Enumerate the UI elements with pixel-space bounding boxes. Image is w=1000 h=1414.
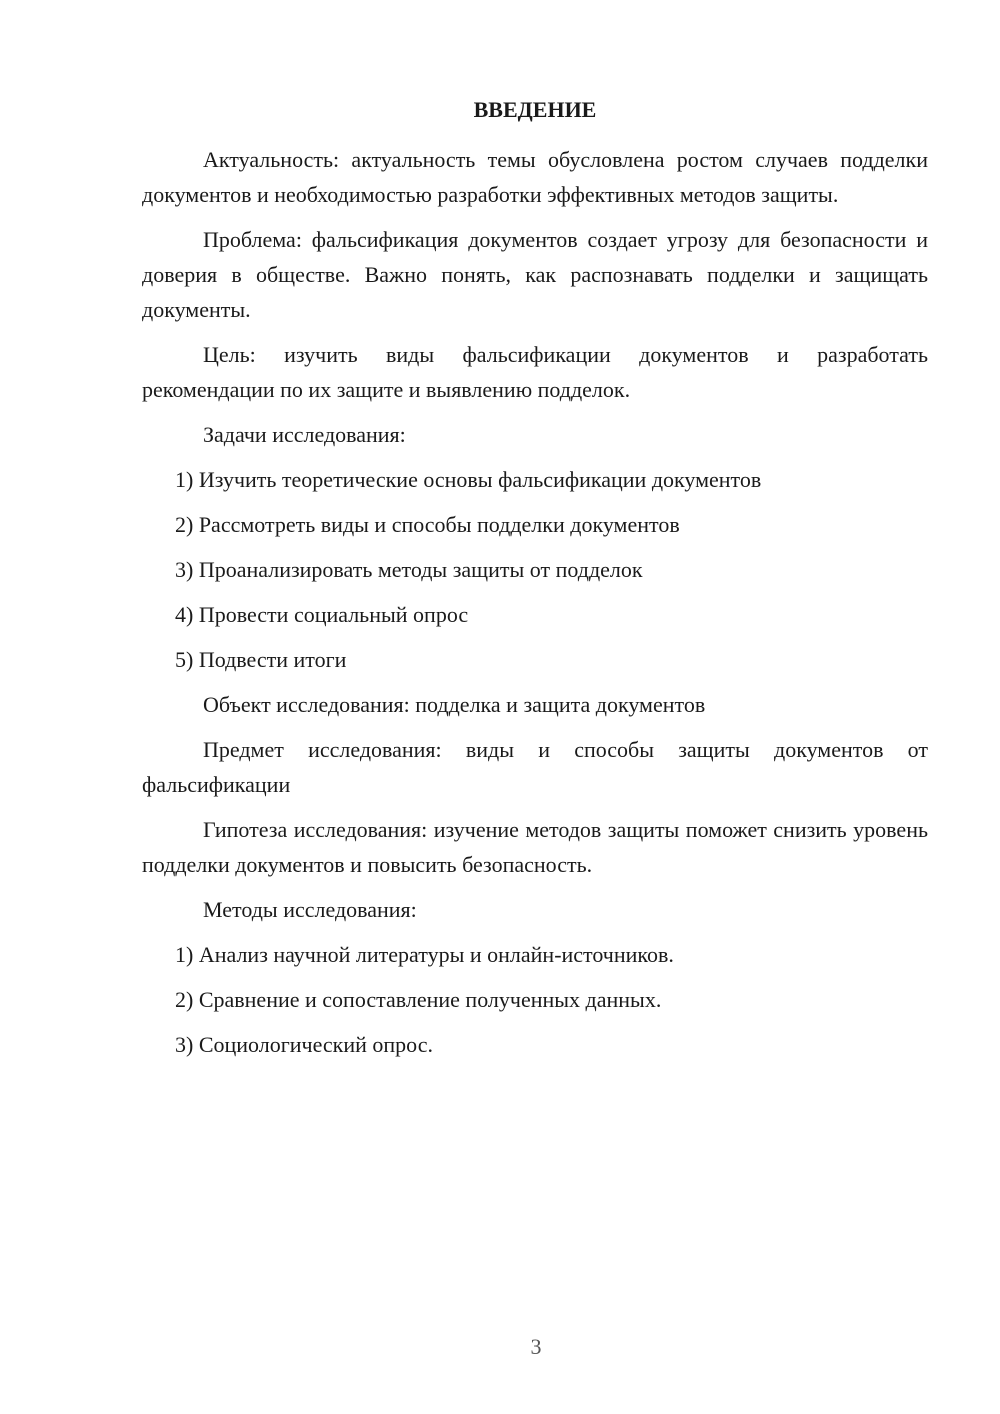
method-item-2: 2) Сравнение и сопоставление полученных данных. — [175, 987, 662, 1012]
problem-paragraph: Проблема: фальсификация документов создает угрозу для безопасности и доверия в обществе. Важно понять, как распознавать подделки и защищать документы. — [142, 227, 928, 322]
task-item-4: 4) Провести социальный опрос — [175, 602, 469, 627]
relevance-paragraph: Актуальность: актуальность темы обусловлена ростом случаев подделки документов и необходимостью разработки эффективных методов защиты. — [142, 147, 928, 207]
subject-paragraph: Предмет исследования: виды и способы защиты документов от фальсификации — [142, 737, 928, 797]
hypothesis-paragraph: Гипотеза исследования: изучение методов защиты поможет снизить уровень подделки документов и повысить безопасность. — [142, 817, 928, 877]
tasks-heading: Задачи исследования: — [203, 422, 406, 447]
method-item-3: 3) Социологический опрос. — [175, 1032, 433, 1057]
object-paragraph: Объект исследования: подделка и защита документов — [203, 692, 706, 717]
task-item-2: 2) Рассмотреть виды и способы подделки документов — [175, 512, 680, 537]
document-body — [142, 142, 928, 1072]
goal-paragraph: Цель: изучить виды фальсификации документов и разработать рекомендации по их защите и выявлению подделок. — [142, 342, 928, 402]
task-item-5: 5) Подвести итоги — [175, 647, 347, 672]
page-title: ВВЕДЕНИЕ — [473, 97, 597, 122]
task-item-1: 1) Изучить теоретические основы фальсификации документов — [175, 467, 762, 492]
method-item-1: 1) Анализ научной литературы и онлайн-источников. — [175, 942, 674, 967]
methods-heading: Методы исследования: — [203, 897, 417, 922]
task-item-3: 3) Проанализировать методы защиты от подделок — [175, 557, 643, 582]
page-number: 3 — [530, 1334, 542, 1359]
